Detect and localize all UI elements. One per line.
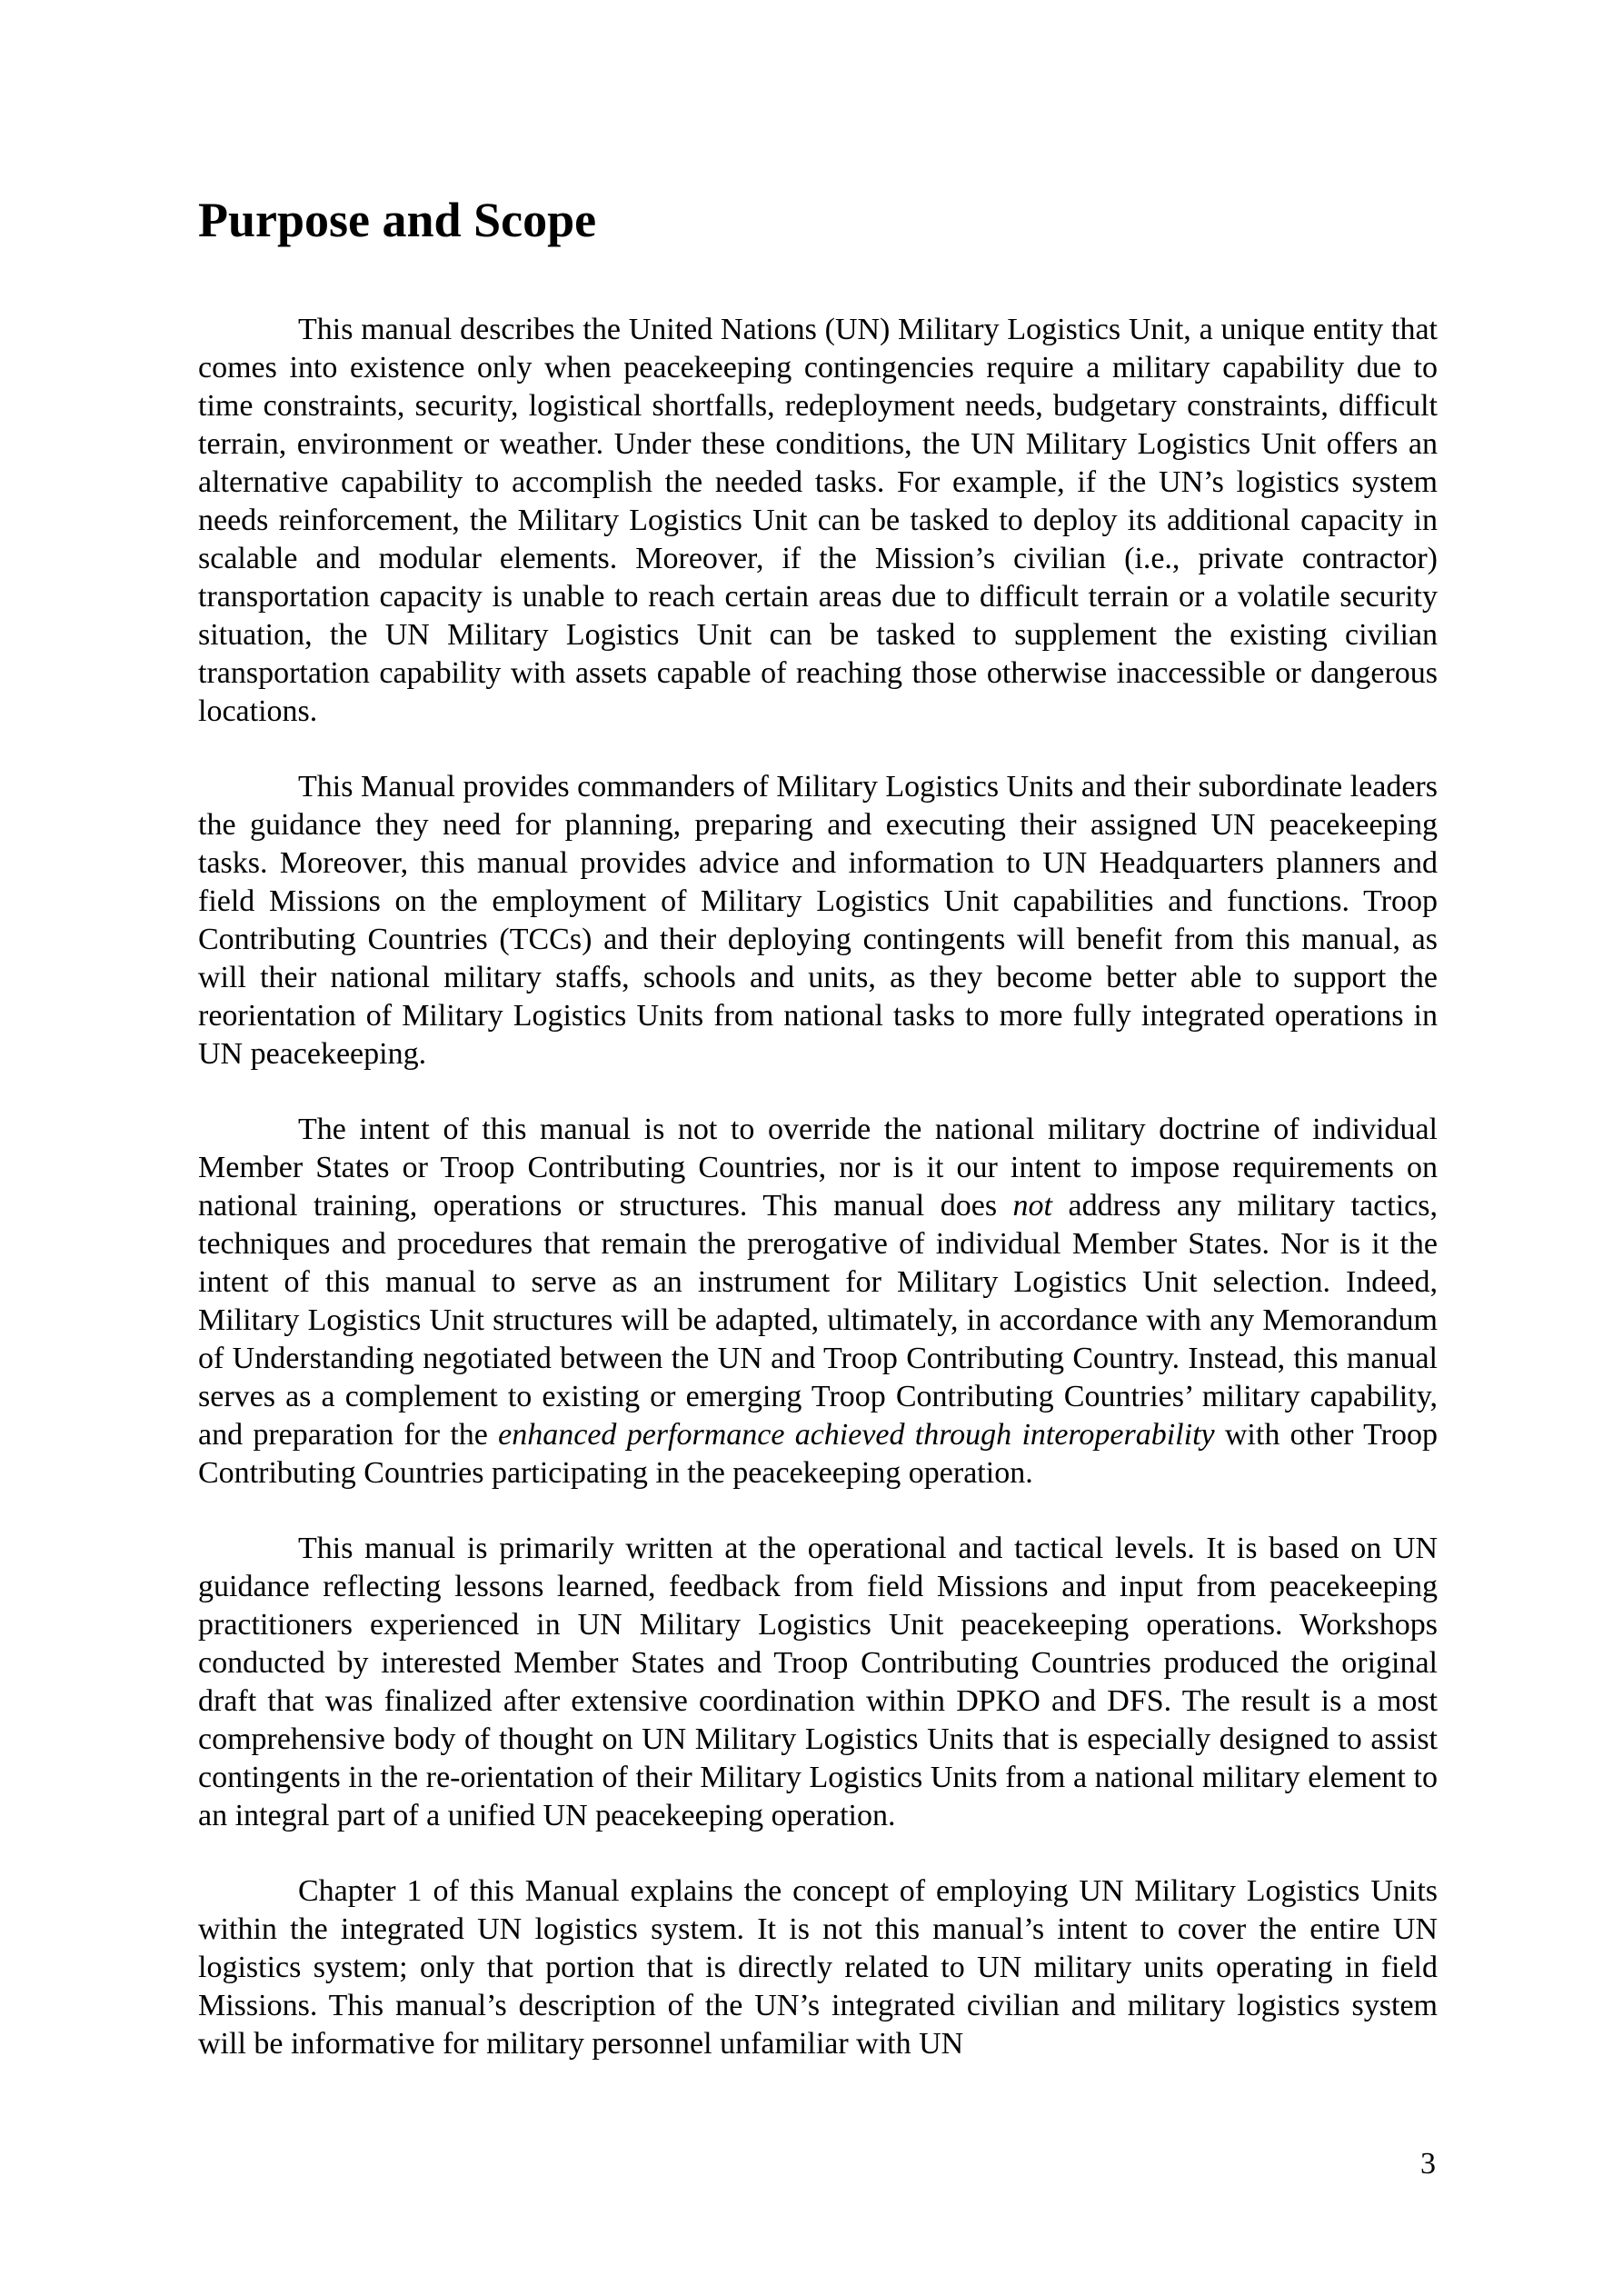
- paragraph-3: [198, 1111, 1438, 1492]
- page-title: Purpose and Scope: [198, 193, 597, 247]
- document-body: [198, 311, 1438, 2101]
- paragraph-1: This manual describes the United Nations (UN) Military Logistics Unit, a unique entity that comes into existence only when peacekeeping contingencies require a military capability due to time constraints, security, logistical shortfalls, redeployment needs, budgetary constraints, difficult terrain, environment or weather. Under these conditions, the UN Military Logistics Unit offers an alternative capability to accomplish the needed tasks. For example, if the UN’s logistics system needs reinforcement, the Military Logistics Unit can be tasked to deploy its additional capacity in scalable and modular elements. Moreover, if the Mission’s civilian (i.e., private contractor) transportation capacity is unable to reach certain areas due to difficult terrain or a volatile security situation, the UN Military Logistics Unit can be tasked to supplement the existing civilian transportation capability with assets capable of reaching those otherwise inaccessible or dangerous locations.: [198, 313, 1438, 728]
- paragraph-4: This manual is primarily written at the operational and tactical levels. It is based on UN guidance reflecting lessons learned, feedback from field Missions and input from peacekeeping practitioners experienced in UN Military Logistics Unit peacekeeping operations. Workshops conducted by interested Member States and Troop Contributing Countries produced the original draft that was finalized after extensive coordination within DPKO and DFS. The result is a most comprehensive body of thought on UN Military Logistics Units that is especially designed to assist contingents in the re-orientation of their Military Logistics Units from a national military element to an integral part of a unified UN peacekeeping operation.: [198, 1532, 1438, 1832]
- paragraph-3-emphasis-interoperability: enhanced performance achieved through interoperability: [498, 1418, 1215, 1452]
- page-number: 3: [1420, 2147, 1436, 2181]
- paragraph-5: Chapter 1 of this Manual explains the concept of employing UN Military Logistics Units within the integrated UN logistics system. It is not this manual’s intent to cover the entire UN logistics system; only that portion that is directly related to UN military units operating in field Missions. This manual’s description of the UN’s integrated civilian and military logistics system will be informative for military personnel unfamiliar with UN: [198, 1874, 1438, 2061]
- paragraph-2: This Manual provides commanders of Military Logistics Units and their subordinate leaders the guidance they need for planning, preparing and executing their assigned UN peacekeeping tasks. Moreover, this manual provides advice and information to UN Headquarters planners and field Missions on the employment of Military Logistics Unit capabilities and functions. Troop Contributing Countries (TCCs) and their deploying contingents will benefit from this manual, as will their national military staffs, schools and units, as they become better able to support the reorientation of Military Logistics Units from national tasks to more fully integrated operations in UN peacekeeping.: [198, 770, 1438, 1071]
- paragraph-3-part-3: with other Troop Contributing Countries participating in the peacekeeping operation.: [198, 1418, 1438, 1490]
- paragraph-3-part-2: address any military tactics, techniques and procedures that remain the prerogative of individual Member States. Nor is it the intent of this manual to serve as an instrument for Military Logistics Unit selection. Indeed, Military Logistics Unit structures will be adapted, ultimately, in accordance with any Memorandum of Understanding negotiated between the UN and Troop Contributing Country. Instead, this manual serves as a complement to existing or emerging Troop Contributing Countries’ military capability, and preparation for the: [198, 1189, 1438, 1452]
- paragraph-3-part-1: The intent of this manual is not to override the national military doctrine of individual Member States or Troop Contributing Countries, nor is it our intent to impose requirements on national training, operations or structures. This manual does: [198, 1113, 1438, 1223]
- paragraph-3-emphasis-not: not: [1012, 1189, 1052, 1223]
